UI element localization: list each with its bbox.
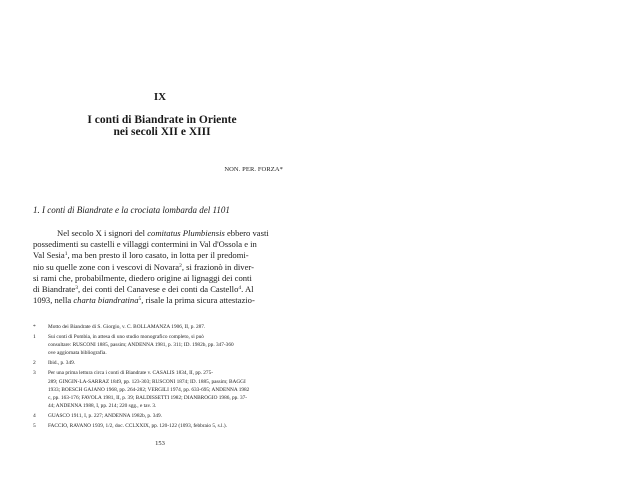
footnote-text [48,412,288,420]
footnote-text [48,369,288,410]
body-text-run: , risale la prima sicura attestazio- [141,295,255,306]
chapter-number: IX [153,91,167,103]
footnote-reference[interactable]: 4 [238,285,242,292]
chapter-title [72,114,252,138]
footnote-mark: 1 [33,333,36,340]
body-line [33,284,283,295]
body-text-run: 1093, nella [33,295,74,306]
chapter-title-line-1: I conti di Biandrate in Oriente [87,114,237,126]
body-text-run: , si frazionò in diver- [181,261,254,272]
footnote [33,422,288,430]
body-text-run: nio su quelle zone con i vescovi di Novara [33,261,180,272]
footnote-line: ove aggiornata bibliografia. [48,350,107,357]
footnote [33,333,288,358]
body-text-run: di Biandrate [33,284,76,295]
footnote-line: GUASCO 1911, I, p. 227; ANDENNA 1982b, p. 349. [48,413,162,420]
body-text-run: possedimenti su castelli e villaggi contermini in Val d'Ossola e in [33,239,257,250]
footnote-line: Motto dei Biandrate di S. Giorgio, v. C. BOLLAMANZA 1906, II, p. 287. [48,324,206,330]
chapter-author: NON. PER. FORZA* [224,166,283,173]
footnote-line: FACCIO, RAVANO 1939, 1/2, doc. CCLXXIX, pp. 120-122 (1093, febbraio 5, s.l.). [48,423,227,430]
footnote-reference[interactable]: 1 [64,251,68,258]
body-line [33,295,283,306]
footnote [33,369,288,410]
footnote-text [48,333,288,358]
footnote-line: c, pp. 163-176; FAVOLA 1981, II, p. 39; BALDISSETTI 1982; DIANBROGIO 1986, pp. 37- [48,395,248,402]
section-heading: 1. I conti di Biandrate e la crociata lombarda del 1101 [33,205,230,215]
footnote-text [48,422,288,430]
italic-term: charta biandratina [73,295,139,306]
body-line [33,250,283,261]
italic-term: comitatus Plumbiensis [147,228,225,238]
body-text-run: , ma ben presto il loro casato, in lotta per il predomi- [67,250,249,261]
footnote-reference[interactable]: 3 [75,285,78,292]
footnote-reference[interactable]: 2 [179,262,182,269]
page-number: 153 [155,440,165,447]
body-line [33,262,283,273]
footnote [33,412,288,420]
footnote-line: 1933; BOESCH GAJANO 1968, pp. 264-282; VERGILI 1974, pp. 633-695; ANDENNA 1982 [48,386,250,393]
footnote-line: Sui conti di Pombia, in attesa di uno studio monografico completo, si può [48,333,204,340]
body-line [33,228,283,239]
body-text-run: , dei conti del Canavese e dei conti da Castello [78,284,239,295]
footnote-line: consultare: RUSCONI 1885, passim; ANDENNA 1981, p. 311; ID. 1982b, pp. 347-360 [48,342,234,349]
footnote-line: 289; GINGIN-LA-SARRAZ 1849, pp. 123-303; RUSCONI 1874; ID. 1885, passim; BAGGI [48,378,246,385]
footnote-mark: * [33,324,36,330]
footnote-mark: 5 [33,423,36,430]
chapter-title-line-2: nei secoli XII e XIII [113,126,211,138]
body-line [33,273,283,284]
footnote-mark: 2 [33,360,36,367]
footnote-text [48,323,288,331]
footnote-mark: 3 [33,370,36,377]
body-text-run: . Al [241,284,254,295]
footnote [33,359,288,367]
body-paragraph [33,228,283,306]
body-text-run: Val Sesia [33,250,65,261]
footnote-line: 44; ANDENNA 1988, I, pp. 214; 220 sgg., e tav. 3. [48,403,157,410]
footnote [33,323,288,331]
body-text-run: si rami che, probabilmente, diedero origine ai lignaggi dei conti [33,272,252,283]
body-line [33,239,283,250]
footnote-reference[interactable]: 5 [138,296,142,303]
footnotes [33,323,288,432]
body-text-run: Nel secolo X i signori del [57,228,148,238]
footnote-line: Ibid., p. 349. [48,360,76,367]
footnote-line: Per una prima lettura circa i conti di Biandrate v. CASALIS 1834, II, pp. 275- [48,370,213,377]
footnote-mark: 4 [33,413,36,420]
body-text-run: ebbero vasti [224,228,269,238]
footnote-text [48,359,288,367]
